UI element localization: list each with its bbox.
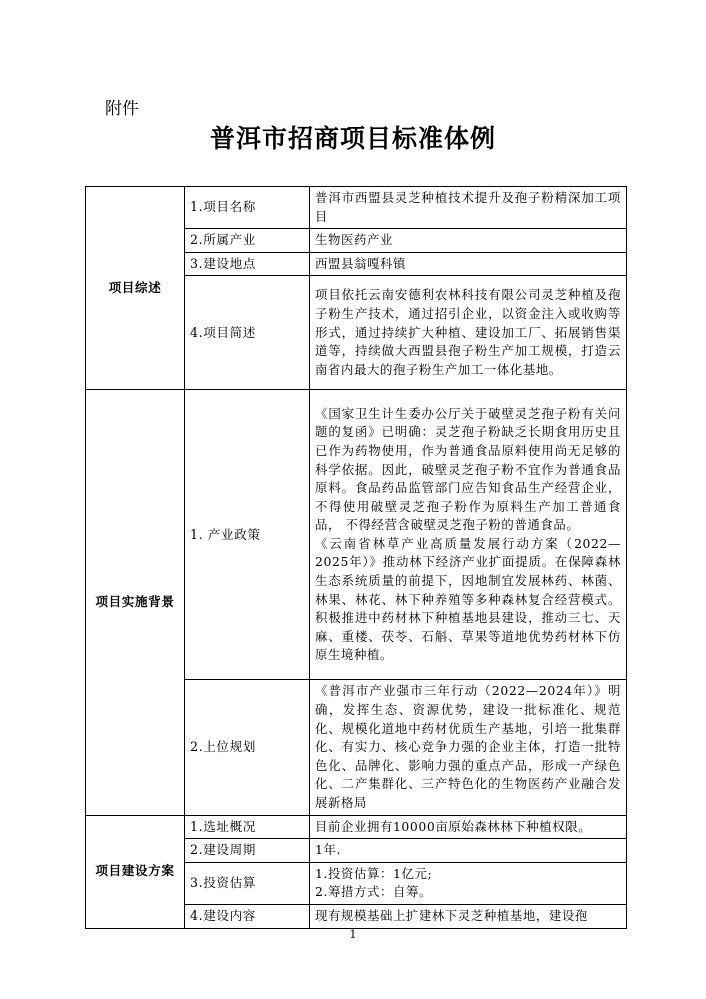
row-value: 1年. bbox=[310, 839, 627, 863]
row-value: 《普洱市产业强市三年行动（2022—2024年）》明确，发挥生态、资源优势，建设一批标准化、规范化、规模化道地中药材优质生产基地，引培一批集群化、有实力、核心竞争力强的企业主体，打造一批特色化、品牌化、影响力强的重点产品，形成一产绿色化、二产集群化、三产特色化的生物医药产业融合发展新格局 bbox=[310, 680, 627, 815]
row-label: 2.建设周期 bbox=[185, 839, 310, 863]
page-number: 1 bbox=[349, 928, 357, 941]
row-label: 2.上位规划 bbox=[185, 680, 310, 815]
row-label: 1. 产业政策 bbox=[185, 390, 310, 680]
table-row bbox=[86, 187, 627, 229]
row-label: 3.建设地点 bbox=[185, 252, 310, 276]
project-table bbox=[85, 186, 627, 929]
row-label: 1.项目名称 bbox=[185, 187, 310, 229]
row-value: 西盟县翁嘎科镇 bbox=[310, 252, 627, 276]
table-row bbox=[86, 390, 627, 680]
policy-paragraph-1: 《国家卫生计生委办公厅关于破壁灵芝孢子粉有关问题的复函》已明确：灵芝孢子粉缺乏长期食用历史且已作为药物使用，作为普通食品原料使用尚无足够的科学依据。因此，破壁灵芝孢子粉不宜作为普通食品原料。食品药品监管部门应告知食品生产经营企业，不得使用破壁灵芝孢子粉作为原料生产加工普通食品， 不得经营含破壁灵芝孢子粉的普通食品。 bbox=[315, 405, 621, 533]
table-row bbox=[86, 815, 627, 839]
row-label: 4.项目简述 bbox=[185, 276, 310, 390]
page-title: 普洱市招商项目标准体例 bbox=[209, 124, 496, 153]
section-label-background: 项目实施背景 bbox=[86, 390, 185, 815]
row-value: 生物医药产业 bbox=[310, 229, 627, 253]
row-value: 目前企业拥有10000亩原始森林林下种植权限。 bbox=[310, 815, 627, 839]
row-label: 3.投资估算 bbox=[185, 862, 310, 904]
section-label-construction: 项目建设方案 bbox=[86, 815, 185, 928]
row-value: 项目依托云南安德利农林科技有限公司灵芝种植及孢子粉生产技术，通过招引企业，以资金注入或收购等形式，通过持续扩大种植、建设加工厂、拓展销售渠道等，持续做大西盟县孢子粉生产加工规模，打造云南省内最大的孢子粉生产加工一体化基地。 bbox=[310, 276, 627, 390]
investment-estimate: 1.投资估算：1亿元; bbox=[315, 865, 433, 881]
row-value bbox=[310, 862, 627, 904]
row-value bbox=[310, 390, 627, 680]
row-value: 现有规模基础上扩建林下灵芝种植基地，建设孢 bbox=[310, 904, 627, 928]
policy-paragraph-2: 《云南省林草产业高质量发展行动方案（2022—2025年）》推动林下经济产业扩面提质。在保障森林生态系统质量的前提下，因地制宜发展林药、林菌、林果、林花、林下种养殖等多种森林复合经营模式。积极推进中药材林下种植基地县建设，推动三七、天麻、重楼、茯苓、石斛、草果等道地优势药材林下仿原生境种植。 bbox=[315, 535, 621, 663]
row-label: 1.选址概况 bbox=[185, 815, 310, 839]
row-label: 4.建设内容 bbox=[185, 904, 310, 928]
financing-method: 2.筹措方式：自筹。 bbox=[315, 884, 432, 900]
section-label-overview: 项目综述 bbox=[86, 187, 185, 390]
row-label: 2.所属产业 bbox=[185, 229, 310, 253]
attachment-label: 附件 bbox=[105, 99, 139, 119]
row-value: 普洱市西盟县灵芝种植技术提升及孢子粉精深加工项目 bbox=[310, 187, 627, 229]
